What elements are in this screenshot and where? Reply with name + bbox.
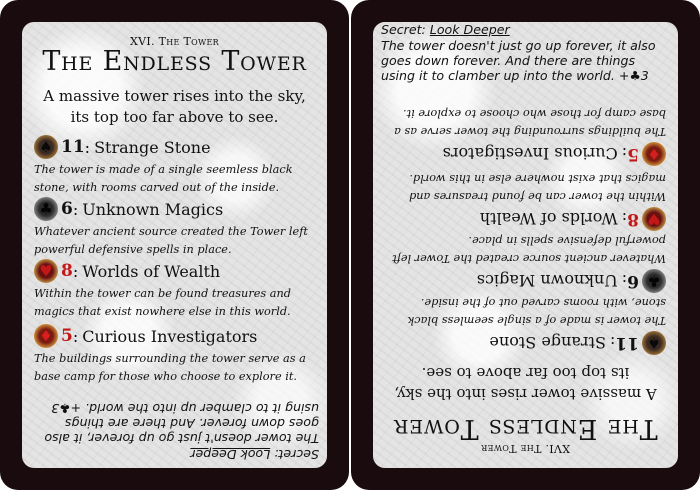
option-description: Whatever ancient source created the Tower left powerful defensive spells in place. xyxy=(34,225,308,256)
option-description: Within the tower can be found treasures and magics that exist nowhere else in this world. xyxy=(34,287,292,318)
spade-icon: ♠ xyxy=(34,135,58,159)
secret-reward: +♣3 xyxy=(618,68,649,83)
card-left xyxy=(0,0,349,490)
diamond-icon: ♦ xyxy=(34,324,58,348)
option-curious-investigators xyxy=(376,104,666,167)
option-separator: : xyxy=(84,137,91,157)
option-worlds-of-wealth xyxy=(376,169,666,232)
option-number: 11 xyxy=(61,137,85,157)
secret-label: Secret: xyxy=(381,22,426,37)
option-separator: : xyxy=(621,271,628,291)
option-separator: : xyxy=(72,199,79,219)
card-face xyxy=(373,22,678,468)
card-intro: A massive tower rises into the sky, its top too far above to see. xyxy=(43,87,306,126)
option-name: Worlds of Wealth xyxy=(82,261,221,281)
card-title: The Endless Tower xyxy=(393,413,658,444)
diamond-icon: ♦ xyxy=(642,142,666,166)
secret-title: Look Deeper xyxy=(190,447,271,462)
option-name: Unknown Magics xyxy=(476,271,618,291)
secret-text: The tower doesn't just go up forever, it also goes down forever. And there are things using it to clamber up into the world. xyxy=(44,401,319,446)
card-main-side xyxy=(373,22,678,468)
option-number: 8 xyxy=(61,261,73,281)
option-number: 5 xyxy=(61,326,73,346)
option-separator: : xyxy=(72,326,79,346)
option-description: The tower is made of a single seemless black stone, with rooms carved out of the inside. xyxy=(34,163,293,194)
option-name: Curious Investigators xyxy=(442,144,618,164)
secret-title: Look Deeper xyxy=(429,22,510,37)
secret-block xyxy=(27,401,319,462)
option-strange-stone xyxy=(376,293,666,356)
option-name: Curious Investigators xyxy=(82,326,258,346)
card-intro: A massive tower rises into the sky, its top too far above to see. xyxy=(394,364,657,403)
secret-text: The tower doesn't just go up forever, it also goes down forever. And there are things using it to clamber up into the world. xyxy=(381,38,656,83)
club-icon: ♣ xyxy=(642,269,666,293)
option-name: Worlds of Wealth xyxy=(479,209,618,229)
option-unknown-magics xyxy=(376,231,666,294)
option-separator: : xyxy=(621,144,628,164)
club-icon: ♣ xyxy=(34,197,58,221)
option-description: The buildings surrounding the tower serve as a base camp for those who choose to explore it. xyxy=(34,352,306,383)
option-number: 5 xyxy=(627,144,639,164)
option-description: The buildings surrounding the tower serve as a base camp for those who choose to explore it. xyxy=(394,107,666,138)
option-description: Whatever ancient source created the Tower left powerful defensive spells in place. xyxy=(392,234,666,265)
card-number: XVI. The Tower xyxy=(481,442,570,455)
option-name: Unknown Magics xyxy=(82,199,224,219)
option-number: 6 xyxy=(61,199,73,219)
card-face xyxy=(22,22,327,468)
option-name: Strange Stone xyxy=(489,333,606,353)
option-separator: : xyxy=(72,261,79,281)
secret-label: Secret: xyxy=(274,447,319,462)
card-secret-side xyxy=(22,22,327,468)
spade-icon: ♠ xyxy=(642,331,666,355)
option-number: 11 xyxy=(615,333,639,353)
heart-icon: ♥ xyxy=(34,259,58,283)
option-description: Within the tower can be found treasures and magics that exist nowhere else in this world. xyxy=(408,172,666,203)
card-title: The Endless Tower xyxy=(42,46,307,77)
card-number: XVI. The Tower xyxy=(130,35,219,48)
option-number: 8 xyxy=(627,209,639,229)
card-right xyxy=(351,0,700,490)
option-number: 6 xyxy=(627,271,639,291)
heart-icon: ♥ xyxy=(642,207,666,231)
secret-reward: +♣3 xyxy=(51,401,82,416)
option-name: Strange Stone xyxy=(94,137,211,157)
option-separator: : xyxy=(609,333,616,353)
option-separator: : xyxy=(621,209,628,229)
option-description: The tower is made of a single seemless black stone, with rooms carved out of the inside. xyxy=(407,296,666,327)
